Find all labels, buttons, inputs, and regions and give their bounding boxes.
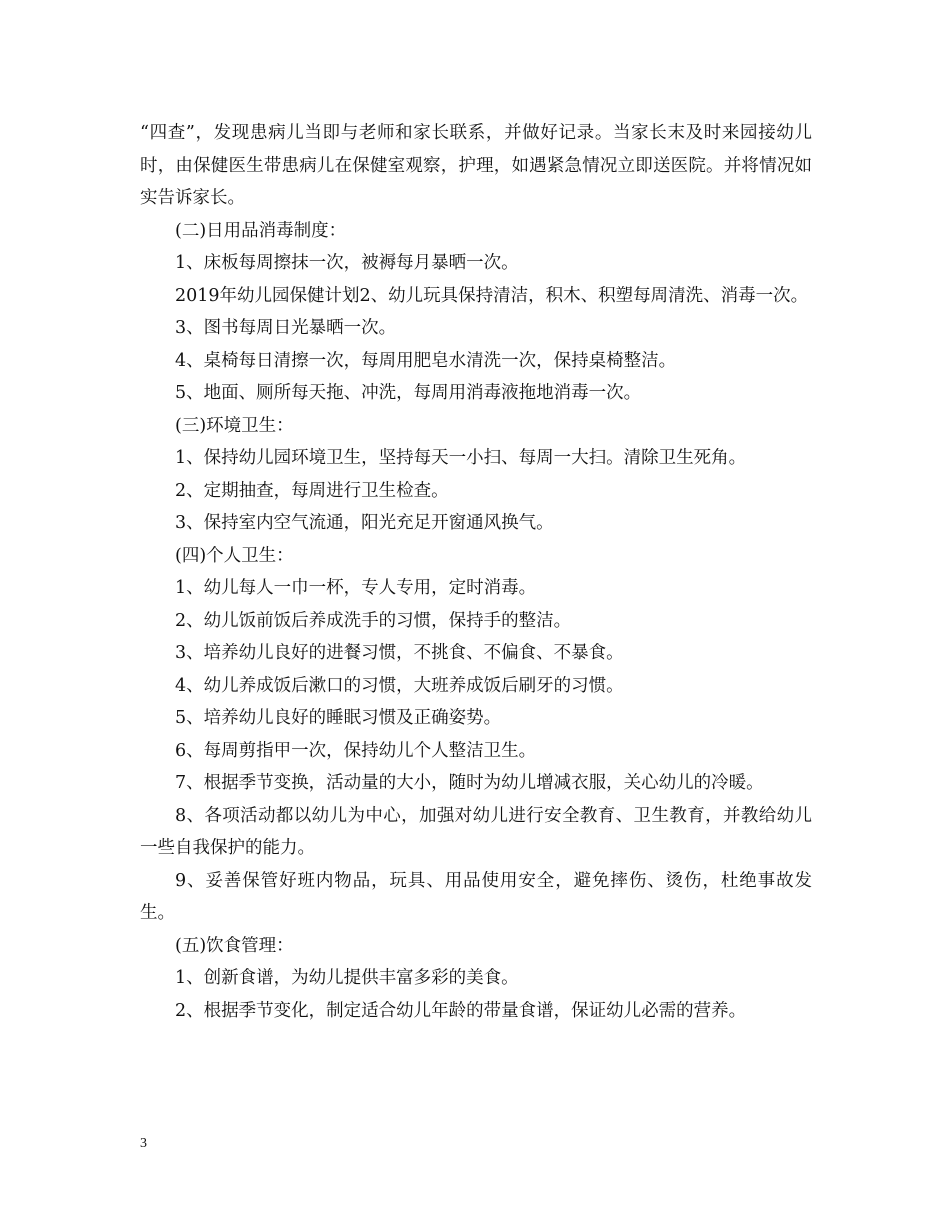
list-item: 6、每周剪指甲一次，保持幼儿个人整洁卫生。 <box>175 740 537 761</box>
list-item: 3、培养幼儿良好的进餐习惯，不挑食、不偏食、不暴食。 <box>175 643 624 663</box>
list-item: 8、各项活动都以幼儿为中心，加强对幼儿进行安全教育、卫生教育，并教给幼儿一些自我保护的能力。 <box>140 805 812 858</box>
list-item: 9、妥善保管好班内物品，玩具、用品使用安全，避免摔伤、烫伤，杜绝事故发生。 <box>140 870 812 923</box>
list-item: 3、保持室内空气流通，阳光充足开窗通风换气。 <box>175 513 554 533</box>
heading-daily-items-disinfection: (二)日用品消毒制度： <box>175 220 347 241</box>
page-number: 3 <box>140 1136 147 1151</box>
list-item: 4、桌椅每日清擦一次，每周用肥皂水清洗一次，保持桌椅整洁。 <box>175 350 677 371</box>
list-item: 2、幼儿饭前饭后养成洗手的习惯，保持手的整洁。 <box>175 610 572 631</box>
list-item: 3、图书每周日光暴晒一次。 <box>175 318 397 338</box>
list-item: 1、创新食谱，为幼儿提供丰富多彩的美食。 <box>175 968 519 988</box>
list-item: 2、根据季节变化，制定适合幼儿年龄的带量食谱，保证幼儿必需的营养。 <box>175 1000 747 1021</box>
list-item: 2、定期抽查，每周进行卫生检查。 <box>175 480 449 501</box>
list-item: 7、根据季节变换，活动量的大小，随时为幼儿增减衣服，关心幼儿的冷暖。 <box>175 773 764 793</box>
list-item: 4、幼儿养成饭后漱口的习惯，大班养成饭后刷牙的习惯。 <box>175 675 624 696</box>
list-item: 1、保持幼儿园环境卫生，坚持每天一小扫、每周一大扫。清除卫生死角。 <box>175 448 747 468</box>
paragraph-checkup-continued: “四查”，发现患病儿当即与老师和家长联系，并做好记录。当家长末及时来园接幼儿时，由保健医生带患病儿在保健室观察，护理，如遇紧急情况立即送医院。并将情况如实告诉家长。 <box>140 123 812 208</box>
list-item: 1、幼儿每人一巾一杯，专人专用，定时消毒。 <box>175 578 537 598</box>
list-item: 2019年幼儿园保健计划2、幼儿玩具保持清洁，积木、积塑每周清洗、消毒一次。 <box>175 285 809 306</box>
document-body <box>140 117 812 1027</box>
heading-environment-hygiene: (三)环境卫生： <box>175 415 294 436</box>
heading-diet-management: (五)饮食管理： <box>175 935 294 956</box>
list-item: 1、床板每周擦抹一次，被褥每月暴晒一次。 <box>175 253 519 273</box>
list-item: 5、地面、厕所每天拖、冲洗，每周用消毒液拖地消毒一次。 <box>175 383 642 403</box>
heading-personal-hygiene: (四)个人卫生： <box>175 545 294 566</box>
list-item: 5、培养幼儿良好的睡眠习惯及正确姿势。 <box>175 708 502 728</box>
